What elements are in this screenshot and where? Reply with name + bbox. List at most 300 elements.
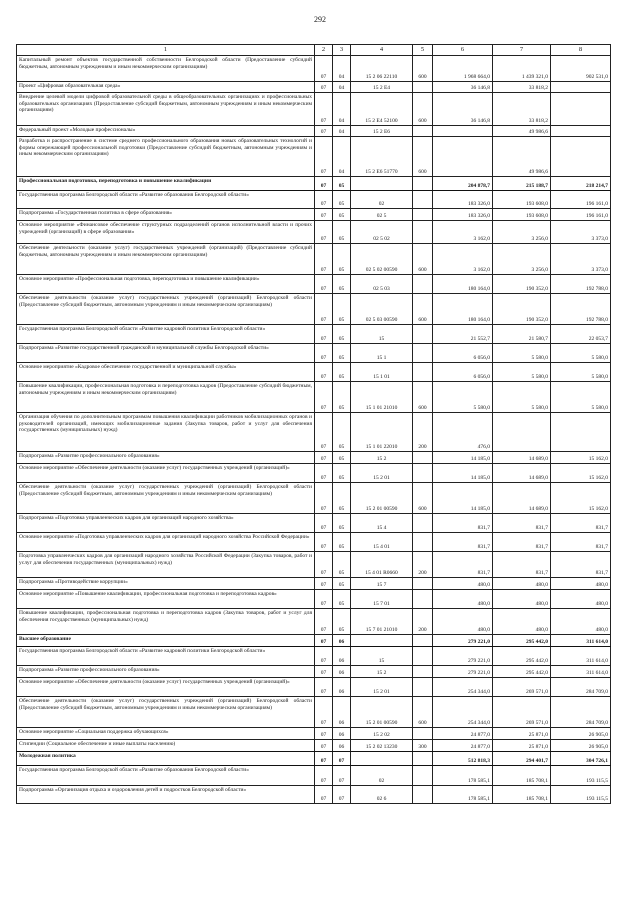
cell-expense-type: 200: [413, 609, 433, 635]
cell-name: Профессиональная подготовка, переподготовка и повышение квалификации: [17, 177, 315, 191]
cell-amount-year-1: 183 326,0: [433, 209, 493, 221]
cell-name: Стипендии (Социальное обеспечение и иные выплаты населению): [17, 740, 315, 752]
cell-section: 07: [315, 464, 333, 483]
col-header-amount-year-3: 8: [551, 45, 611, 56]
col-header-amount-year-1: 6: [433, 45, 493, 56]
cell-expense-type: [413, 275, 433, 294]
cell-section: 07: [315, 275, 333, 294]
cell-section: 07: [315, 82, 333, 93]
cell-name: Подпрограмма «Развитие профессионального образования»: [17, 666, 315, 678]
cell-expense-type: 600: [413, 382, 433, 413]
cell-name: Подпрограмма «Развитие государственной гражданской и муниципальной службы Белгородской области»: [17, 344, 315, 363]
cell-amount-year-3: 3 373,0: [551, 244, 611, 275]
cell-amount-year-2: 295 442,0: [493, 635, 551, 647]
cell-target-article: [351, 752, 413, 766]
cell-amount-year-3: 831,7: [551, 514, 611, 533]
cell-subsection: 05: [333, 552, 351, 578]
cell-expense-type: [413, 363, 433, 382]
table-row: [17, 635, 611, 647]
cell-subsection: 07: [333, 752, 351, 766]
cell-target-article: [351, 635, 413, 647]
cell-section: 07: [315, 752, 333, 766]
cell-name: Обеспечение деятельности (оказание услуг) государственных учреждений (организаций) Белгородской области (Предоставление субсидий бюджетным, автономным учреждениям и иным некоммерческим организациям): [17, 483, 315, 514]
cell-section: 07: [315, 786, 333, 804]
cell-subsection: 06: [333, 666, 351, 678]
cell-name: Основное мероприятие «Социальная поддержка обучающихся»: [17, 728, 315, 740]
cell-section: 07: [315, 137, 333, 177]
cell-section: 07: [315, 740, 333, 752]
cell-section: 07: [315, 483, 333, 514]
cell-target-article: 02 5 02: [351, 221, 413, 244]
cell-amount-year-3: 311 614,0: [551, 635, 611, 647]
cell-target-article: [351, 177, 413, 191]
cell-target-article: 15 2 02 13230: [351, 740, 413, 752]
table-row: [17, 752, 611, 766]
col-header-subsection: 3: [333, 45, 351, 56]
cell-name: Молодежная политика: [17, 752, 315, 766]
cell-amount-year-2: 14 689,0: [493, 452, 551, 464]
table-row: [17, 666, 611, 678]
cell-expense-type: [413, 191, 433, 209]
cell-expense-type: [413, 177, 433, 191]
table-row: [17, 452, 611, 464]
cell-section: 07: [315, 533, 333, 552]
table-body: [17, 56, 611, 804]
cell-amount-year-1: 831,7: [433, 533, 493, 552]
cell-amount-year-3: 831,7: [551, 552, 611, 578]
cell-expense-type: [413, 786, 433, 804]
cell-amount-year-2: 3 256,0: [493, 221, 551, 244]
cell-amount-year-1: 831,7: [433, 514, 493, 533]
cell-expense-type: [413, 209, 433, 221]
cell-amount-year-2: 21 580,7: [493, 325, 551, 344]
cell-amount-year-2: 185 708,1: [493, 766, 551, 786]
cell-amount-year-3: 5 580,0: [551, 363, 611, 382]
cell-amount-year-2: 5 580,0: [493, 363, 551, 382]
cell-expense-type: [413, 590, 433, 609]
cell-subsection: 05: [333, 191, 351, 209]
cell-amount-year-1: 480,0: [433, 590, 493, 609]
cell-amount-year-3: 5 580,0: [551, 382, 611, 413]
cell-section: 07: [315, 452, 333, 464]
cell-subsection: 05: [333, 275, 351, 294]
cell-amount-year-1: 14 185,0: [433, 483, 493, 514]
cell-target-article: 15 2: [351, 666, 413, 678]
cell-subsection: 05: [333, 363, 351, 382]
cell-name: Основное мероприятие «Подготовка управленческих кадров для организаций народного хозяйства Российской Федерации»: [17, 533, 315, 552]
cell-amount-year-1: 5 580,0: [433, 382, 493, 413]
cell-expense-type: [413, 344, 433, 363]
cell-subsection: 04: [333, 56, 351, 82]
cell-target-article: 15 4 01 R0660: [351, 552, 413, 578]
cell-target-article: 15 2 E4: [351, 82, 413, 93]
cell-section: 07: [315, 697, 333, 728]
table-row: [17, 56, 611, 82]
cell-amount-year-3: 22 053,7: [551, 325, 611, 344]
cell-target-article: 15 1: [351, 344, 413, 363]
cell-subsection: 05: [333, 413, 351, 452]
cell-section: 07: [315, 294, 333, 325]
cell-name: Проект «Цифровая образовательная среда»: [17, 82, 315, 93]
cell-name: Обеспечение деятельности (оказание услуг) государственных учреждений (организаций) (Предоставление субсидий бюджетным, автономным учреждениям и иным некоммерческим организациям): [17, 244, 315, 275]
cell-amount-year-3: 15 162,0: [551, 464, 611, 483]
cell-amount-year-2: 3 256,0: [493, 244, 551, 275]
cell-section: 07: [315, 209, 333, 221]
table-row: [17, 363, 611, 382]
cell-amount-year-1: 204 878,7: [433, 177, 493, 191]
cell-name: Государственная программа Белгородской области «Развитие кадровой политики Белгородской области»: [17, 647, 315, 666]
cell-subsection: 05: [333, 221, 351, 244]
cell-amount-year-2: 5 580,0: [493, 344, 551, 363]
cell-amount-year-2: 294 401,7: [493, 752, 551, 766]
table-row: [17, 464, 611, 483]
cell-amount-year-1: 480,0: [433, 609, 493, 635]
cell-subsection: 05: [333, 533, 351, 552]
cell-target-article: 15 2 01 00590: [351, 483, 413, 514]
cell-target-article: 02 6: [351, 786, 413, 804]
cell-amount-year-1: 279 221,0: [433, 666, 493, 678]
cell-amount-year-2: 480,0: [493, 609, 551, 635]
cell-amount-year-2: 831,7: [493, 514, 551, 533]
table-row: [17, 590, 611, 609]
col-header-section: 2: [315, 45, 333, 56]
cell-amount-year-3: [551, 82, 611, 93]
cell-name: Государственная программа Белгородской области «Развитие образования Белгородской области»: [17, 191, 315, 209]
cell-amount-year-2: 193 608,0: [493, 209, 551, 221]
cell-section: 07: [315, 666, 333, 678]
cell-section: 07: [315, 635, 333, 647]
cell-amount-year-3: 5 580,0: [551, 344, 611, 363]
cell-amount-year-1: 3 162,0: [433, 244, 493, 275]
cell-expense-type: 600: [413, 294, 433, 325]
table-row: [17, 697, 611, 728]
cell-section: 07: [315, 609, 333, 635]
cell-name: Основное мероприятие «Финансовое обеспечение структурных подразделений органов исполнительной власти и прочих учреждений (организаций) в сфере образования»: [17, 221, 315, 244]
cell-amount-year-1: 24 877,0: [433, 728, 493, 740]
table-row: [17, 483, 611, 514]
cell-target-article: 15 2 06 22110: [351, 56, 413, 82]
cell-name: Повышение квалификации, профессиональная подготовка и переподготовка кадров (Закупка товаров, работ и услуг для обеспечения государственных (муниципальных) нужд): [17, 609, 315, 635]
cell-amount-year-2: 269 571,0: [493, 678, 551, 697]
cell-target-article: 15 7 01: [351, 590, 413, 609]
page-number: 292: [314, 15, 326, 24]
cell-amount-year-2: 49 986,6: [493, 137, 551, 177]
cell-subsection: 06: [333, 740, 351, 752]
cell-expense-type: 600: [413, 244, 433, 275]
cell-expense-type: [413, 578, 433, 590]
cell-expense-type: [413, 325, 433, 344]
table-row: [17, 294, 611, 325]
cell-name: Организация обучения по дополнительным программам повышения квалификации работников мобилизационных органов и руководителей организаций, имеющих мобилизационные задания (Закупка товаров, работ и услуг для обеспечения государственных (муниципальных) нужд): [17, 413, 315, 452]
cell-expense-type: 200: [413, 413, 433, 452]
cell-amount-year-2: 33 818,2: [493, 93, 551, 126]
table-row: [17, 82, 611, 93]
cell-name: Федеральный проект «Молодые профессионалы»: [17, 126, 315, 137]
cell-name: Внедрение целевой модели цифровой образовательной среды в общеобразовательных организациях и профессиональных образовательных организациях (Предоставление субсидий бюджетным, автономным учреждениям и иным некоммерческим организациям): [17, 93, 315, 126]
cell-amount-year-3: 192 788,0: [551, 294, 611, 325]
cell-section: 07: [315, 647, 333, 666]
cell-amount-year-2: 269 571,0: [493, 697, 551, 728]
cell-amount-year-3: 311 614,0: [551, 647, 611, 666]
cell-name: Государственная программа Белгородской области «Развитие кадровой политики Белгородской области»: [17, 325, 315, 344]
cell-section: 07: [315, 177, 333, 191]
cell-subsection: 05: [333, 452, 351, 464]
cell-name: Повышение квалификации, профессиональная подготовка и переподготовка кадров (Предоставление субсидий бюджетным, автономным учреждениям и иным некоммерческим организациям): [17, 382, 315, 413]
cell-expense-type: [413, 82, 433, 93]
table-row: [17, 740, 611, 752]
col-header-amount-year-2: 7: [493, 45, 551, 56]
cell-amount-year-3: 196 161,0: [551, 191, 611, 209]
cell-subsection: 04: [333, 82, 351, 93]
cell-subsection: 05: [333, 209, 351, 221]
cell-section: 07: [315, 344, 333, 363]
cell-amount-year-2: 1 439 321,0: [493, 56, 551, 82]
cell-section: 07: [315, 93, 333, 126]
cell-amount-year-1: 254 344,0: [433, 678, 493, 697]
cell-expense-type: 600: [413, 137, 433, 177]
cell-amount-year-1: 480,0: [433, 578, 493, 590]
cell-subsection: 04: [333, 93, 351, 126]
cell-amount-year-3: 26 905,0: [551, 728, 611, 740]
cell-amount-year-2: 25 871,0: [493, 728, 551, 740]
cell-amount-year-3: 15 162,0: [551, 483, 611, 514]
cell-subsection: 06: [333, 635, 351, 647]
table-row: [17, 244, 611, 275]
cell-name: Подпрограмма «Подготовка управленческих кадров для организаций народного хозяйства»: [17, 514, 315, 533]
cell-target-article: 15 2 E6 51770: [351, 137, 413, 177]
cell-name: Подготовка управленческих кадров для организаций народного хозяйства Российской Федерации (Закупка товаров, работ и услуг для обеспечения государственных (муниципальных) нужд): [17, 552, 315, 578]
cell-expense-type: [413, 678, 433, 697]
cell-target-article: 15 1 01: [351, 363, 413, 382]
cell-section: 07: [315, 514, 333, 533]
cell-expense-type: [413, 666, 433, 678]
cell-expense-type: [413, 766, 433, 786]
cell-amount-year-2: 193 608,0: [493, 191, 551, 209]
cell-amount-year-2: 14 689,0: [493, 483, 551, 514]
cell-subsection: 05: [333, 344, 351, 363]
cell-subsection: 05: [333, 514, 351, 533]
cell-expense-type: 600: [413, 56, 433, 82]
cell-amount-year-3: 284 709,0: [551, 697, 611, 728]
cell-section: 07: [315, 382, 333, 413]
cell-target-article: 02 5 03 00590: [351, 294, 413, 325]
cell-target-article: 15 4: [351, 514, 413, 533]
table-row: [17, 221, 611, 244]
table-row: [17, 191, 611, 209]
cell-amount-year-1: 24 877,0: [433, 740, 493, 752]
cell-name: Подпрограмма «Государственная политика в сфере образования»: [17, 209, 315, 221]
cell-subsection: 06: [333, 697, 351, 728]
cell-target-article: 15: [351, 325, 413, 344]
cell-amount-year-1: 6 056,0: [433, 344, 493, 363]
cell-target-article: 02: [351, 191, 413, 209]
cell-amount-year-1: 14 185,0: [433, 464, 493, 483]
table-row: [17, 93, 611, 126]
cell-amount-year-2: 295 442,0: [493, 647, 551, 666]
cell-section: 07: [315, 325, 333, 344]
table-row: [17, 209, 611, 221]
cell-name: Капитальный ремонт объектов государственной собственности Белгородской области (Предоставление субсидий бюджетным, автономным учреждениям и иным некоммерческим организациям): [17, 56, 315, 82]
cell-amount-year-1: 512 818,3: [433, 752, 493, 766]
table-row: [17, 177, 611, 191]
cell-target-article: 02 5: [351, 209, 413, 221]
table-row: [17, 766, 611, 786]
cell-name: Подпрограмма «Противодействие коррупции»: [17, 578, 315, 590]
table-row: [17, 533, 611, 552]
cell-target-article: 15 2 E4 52100: [351, 93, 413, 126]
cell-expense-type: [413, 464, 433, 483]
cell-section: 07: [315, 590, 333, 609]
cell-name: Основное мероприятие «Кадровое обеспечение государственной и муниципальной службы»: [17, 363, 315, 382]
cell-amount-year-2: 480,0: [493, 578, 551, 590]
cell-amount-year-1: [433, 126, 493, 137]
cell-subsection: 05: [333, 464, 351, 483]
cell-amount-year-2: 295 442,0: [493, 666, 551, 678]
table-row: [17, 647, 611, 666]
table-row: [17, 678, 611, 697]
cell-amount-year-3: 196 161,0: [551, 209, 611, 221]
col-header-name: 1: [17, 45, 315, 56]
table-row: [17, 126, 611, 137]
cell-name: Обеспечение деятельности (оказание услуг) государственных учреждений (организаций) Белгородской области (Предоставление субсидий бюджетным, автономным учреждениям и иным некоммерческим организациям): [17, 294, 315, 325]
cell-amount-year-3: 15 162,0: [551, 452, 611, 464]
cell-amount-year-3: 480,0: [551, 609, 611, 635]
table-row: [17, 137, 611, 177]
cell-section: 07: [315, 728, 333, 740]
cell-amount-year-1: 1 968 664,0: [433, 56, 493, 82]
cell-target-article: 15 2 01: [351, 464, 413, 483]
cell-amount-year-3: 193 115,5: [551, 786, 611, 804]
cell-subsection: 05: [333, 609, 351, 635]
cell-target-article: 15 2 01: [351, 678, 413, 697]
cell-amount-year-2: 49 986,6: [493, 126, 551, 137]
cell-section: 07: [315, 766, 333, 786]
cell-target-article: 15 4 01: [351, 533, 413, 552]
cell-subsection: 05: [333, 177, 351, 191]
cell-subsection: 05: [333, 294, 351, 325]
cell-amount-year-3: 311 614,0: [551, 666, 611, 678]
cell-amount-year-2: 14 689,0: [493, 464, 551, 483]
cell-amount-year-1: 180 164,0: [433, 275, 493, 294]
table-row: [17, 552, 611, 578]
col-header-target-article: 4: [351, 45, 413, 56]
cell-amount-year-1: 831,7: [433, 552, 493, 578]
cell-amount-year-1: 180 164,0: [433, 294, 493, 325]
cell-expense-type: 600: [413, 697, 433, 728]
cell-target-article: 15 2 02: [351, 728, 413, 740]
table-row: [17, 728, 611, 740]
cell-subsection: 07: [333, 766, 351, 786]
cell-section: 07: [315, 552, 333, 578]
cell-subsection: 05: [333, 483, 351, 514]
cell-target-article: 15 1 01 22010: [351, 413, 413, 452]
col-header-expense-type: 5: [413, 45, 433, 56]
table-row: [17, 275, 611, 294]
cell-amount-year-2: 480,0: [493, 590, 551, 609]
cell-amount-year-1: 6 056,0: [433, 363, 493, 382]
cell-name: Основное мероприятие «Обеспечение деятельности (оказание услуг) государственных учреждений (организаций)»: [17, 678, 315, 697]
cell-amount-year-3: 284 709,0: [551, 678, 611, 697]
cell-amount-year-3: 218 214,7: [551, 177, 611, 191]
cell-subsection: 04: [333, 137, 351, 177]
cell-target-article: 15 7: [351, 578, 413, 590]
cell-section: 07: [315, 221, 333, 244]
cell-expense-type: [413, 728, 433, 740]
cell-target-article: 02 5 03: [351, 275, 413, 294]
cell-expense-type: 600: [413, 93, 433, 126]
cell-amount-year-3: 480,0: [551, 590, 611, 609]
cell-amount-year-1: 36 146,8: [433, 93, 493, 126]
table-row: [17, 325, 611, 344]
cell-subsection: 05: [333, 382, 351, 413]
cell-section: 07: [315, 244, 333, 275]
cell-target-article: 15 7 01 21010: [351, 609, 413, 635]
cell-amount-year-3: 480,0: [551, 578, 611, 590]
cell-section: 07: [315, 191, 333, 209]
cell-amount-year-1: 476,0: [433, 413, 493, 452]
cell-subsection: 05: [333, 578, 351, 590]
cell-subsection: 05: [333, 325, 351, 344]
cell-subsection: 06: [333, 728, 351, 740]
cell-amount-year-3: 304 726,1: [551, 752, 611, 766]
cell-amount-year-1: 183 326,0: [433, 191, 493, 209]
cell-amount-year-1: 279 221,0: [433, 635, 493, 647]
cell-amount-year-2: 190 352,0: [493, 294, 551, 325]
cell-target-article: 15 2 E6: [351, 126, 413, 137]
cell-amount-year-3: [551, 93, 611, 126]
cell-subsection: 06: [333, 678, 351, 697]
cell-section: 07: [315, 578, 333, 590]
cell-subsection: 05: [333, 590, 351, 609]
cell-subsection: 07: [333, 786, 351, 804]
cell-name: Основное мероприятие «Обеспечение деятельности (оказание услуг) государственных учреждений (организаций)»: [17, 464, 315, 483]
table-row: [17, 578, 611, 590]
cell-subsection: 06: [333, 647, 351, 666]
cell-subsection: 05: [333, 244, 351, 275]
cell-expense-type: [413, 514, 433, 533]
cell-amount-year-3: 902 531,0: [551, 56, 611, 82]
cell-expense-type: [413, 126, 433, 137]
table-row: [17, 786, 611, 804]
cell-section: 07: [315, 126, 333, 137]
cell-amount-year-2: 831,7: [493, 533, 551, 552]
cell-amount-year-2: 33 818,2: [493, 82, 551, 93]
budget-table: [16, 44, 611, 804]
cell-expense-type: 600: [413, 483, 433, 514]
cell-amount-year-1: 279 221,0: [433, 647, 493, 666]
cell-amount-year-3: [551, 137, 611, 177]
cell-expense-type: [413, 752, 433, 766]
cell-expense-type: 200: [413, 552, 433, 578]
cell-amount-year-2: 831,7: [493, 552, 551, 578]
cell-name: Разработка и распространение в системе среднего профессионального образования новых образовательных технологий и формы опережающей профессиональной подготовки (Предоставление субсидий бюджетным, автономным учреждениям и иным некоммерческим организациям): [17, 137, 315, 177]
cell-amount-year-3: 193 115,5: [551, 766, 611, 786]
cell-name: Подпрограмма «Организация отдыха и оздоровления детей и подростков Белгородской области»: [17, 786, 315, 804]
cell-amount-year-1: 254 344,0: [433, 697, 493, 728]
cell-target-article: 02: [351, 766, 413, 786]
cell-amount-year-1: 36 146,8: [433, 82, 493, 93]
cell-amount-year-2: 5 580,0: [493, 382, 551, 413]
table-row: [17, 514, 611, 533]
table-row: [17, 609, 611, 635]
cell-name: Государственная программа Белгородской области «Развитие образования Белгородской области»: [17, 766, 315, 786]
cell-section: 07: [315, 56, 333, 82]
cell-target-article: 15 2 01 00590: [351, 697, 413, 728]
cell-target-article: 02 5 02 00590: [351, 244, 413, 275]
cell-section: 07: [315, 678, 333, 697]
cell-amount-year-1: 178 585,1: [433, 786, 493, 804]
table-row: [17, 413, 611, 452]
